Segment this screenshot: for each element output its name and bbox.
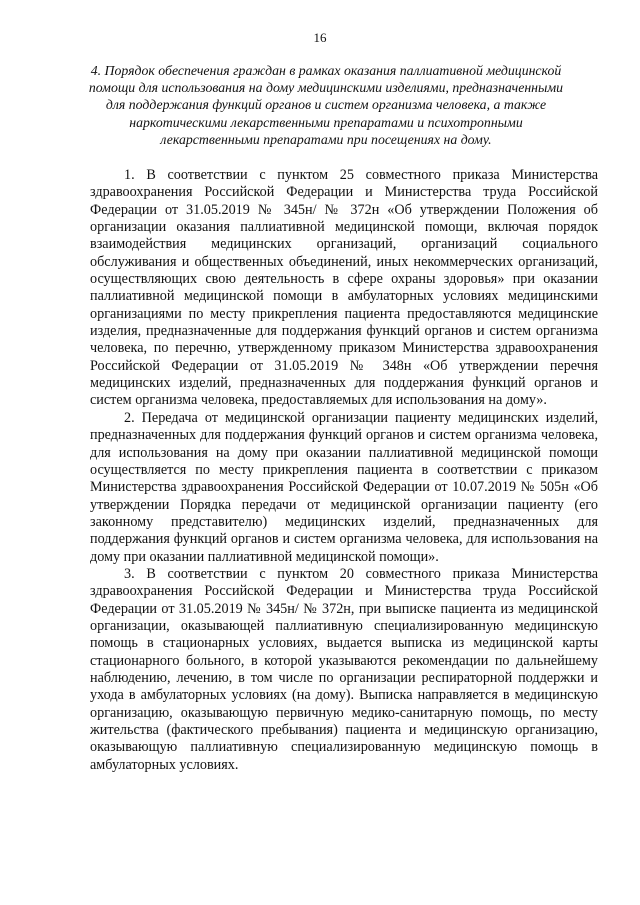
page-number: 16 bbox=[313, 30, 327, 45]
paragraph-3: 3. В соответствии с пунктом 20 совместного приказа Министерства здравоохранения Российской Федерации и Министерства труда Российской Федерации от 31.05.2019 № 345н/ № 372н, при выписке пациента из медицинской организации, оказывающей паллиативную специализированную медицинскую помощь в стационарных условиях, выдается выписка из медицинской карты стационарного больного, в которой указываются рекомендации по дальнейшему наблюдению, лечению, в том числе по организации респираторной поддержки и ухода в амбулаторных условиях (на дому). Выписка направляется в медицинскую организацию, оказывающую первичную медико-санитарную помощь, по месту жительства (фактического пребывания) пациента и медицинскую организацию, оказывающую паллиативную специализированную медицинскую помощь в амбулаторных условиях. bbox=[90, 565, 598, 773]
document-body bbox=[90, 167, 598, 774]
paragraph-2: 2. Передача от медицинской организации пациенту медицинских изделий, предназначенных для поддержания функций органов и систем организма человека, для использования на дому при оказании паллиативной медицинской помощи осуществляется по месту прикрепления пациента в соответствии с приказом Министерства здравоохранения Российской Федерации от 10.07.2019 № 505н «Об утверждении Порядка передачи от медицинской организации пациенту (его законному представителю) медицинских изделий, предназначенных для поддержания функций органов и систем организма человека, для использования на дому при оказании паллиативной медицинской помощи». bbox=[90, 409, 598, 565]
paragraph-1: 1. В соответствии с пунктом 25 совместного приказа Министерства здравоохранения Российской Федерации и Министерства труда Российской Федерации от 31.05.2019 № 345н/ № 372н «Об утверждении Положения об организации оказания паллиативной медицинской помощи, включая порядок взаимодействия медицинских организаций, организаций социального обслуживания и общественных объединений, иных некоммерческих организаций, осуществляющих свою деятельность в сфере охраны здоровья» при оказании паллиативной медицинской помощи в амбулаторных условиях медицинскими организациями по месту прикрепления пациента предоставляются медицинские изделия, предназначенные для поддержания функций органов и систем организма человека, по перечню, утвержденному приказом Министерства здравоохранения Российской Федерации от 31.05.2019 № 348н «Об утверждении перечня медицинских изделий, предназначенных для поддержания функций органов и систем организма человека, предоставляемых для использования на дому». bbox=[90, 167, 598, 409]
section-heading: 4. Порядок обеспечения граждан в рамках оказания паллиативной медицинской помощи для использования на дому медицинскими изделиями, предназначенными для поддержания функций органов и систем организма человека, а также наркотическими лекарственными препаратами и психотропными лекарственными препаратами при посещениях на дому. bbox=[88, 63, 564, 147]
